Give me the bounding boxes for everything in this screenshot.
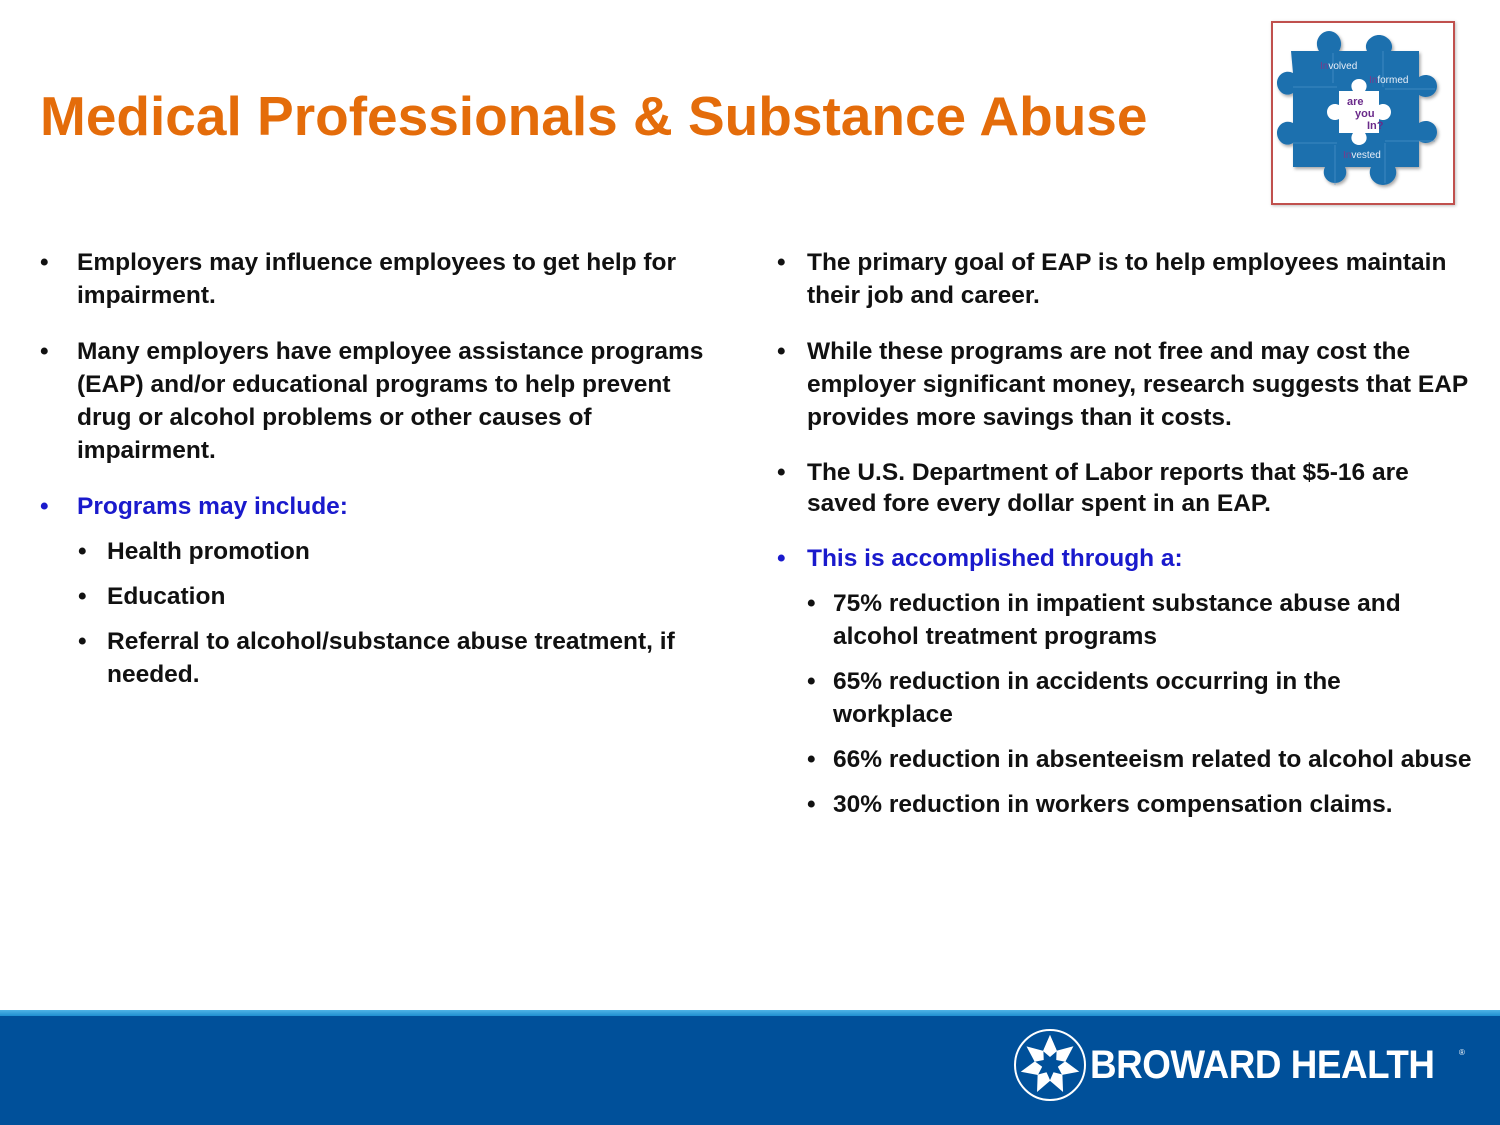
bullet-item: • Employers may influence employees to get help for impairment. bbox=[40, 246, 730, 312]
bullet-icon: • bbox=[777, 459, 786, 486]
bullet-icon: • bbox=[807, 668, 816, 695]
svg-text:Invested: Invested bbox=[1343, 150, 1381, 161]
brand-name: BROWARD HEALTH bbox=[1090, 1042, 1435, 1087]
bullet-icon: • bbox=[777, 338, 786, 365]
bullet-icon: • bbox=[78, 538, 87, 565]
bullet-icon: • bbox=[777, 545, 786, 572]
bullet-icon: • bbox=[40, 249, 49, 276]
sub-bullet-item: • Referral to alcohol/substance abuse treatment, if needed. bbox=[40, 625, 730, 691]
svg-text:Informed: Informed bbox=[1369, 75, 1409, 86]
bullet-item-heading: • This is accomplished through a: bbox=[777, 542, 1477, 575]
right-column bbox=[777, 246, 1477, 821]
sub-bullet-item: • 75% reduction in impatient substance abuse and alcohol treatment programs bbox=[777, 587, 1477, 653]
are-you-in-logo bbox=[1271, 21, 1455, 205]
bullet-item: • The U.S. Department of Labor reports that $5-16 are saved fore every dollar spent in an EAP. bbox=[777, 459, 1409, 517]
bullet-icon: • bbox=[807, 791, 816, 818]
puzzle-icon bbox=[1273, 23, 1453, 203]
bullet-icon: • bbox=[78, 628, 87, 655]
svg-text:In?: In? bbox=[1367, 120, 1384, 132]
left-column bbox=[40, 246, 730, 691]
svg-text:Involved: Involved bbox=[1320, 61, 1358, 72]
bullet-icon: • bbox=[777, 249, 786, 276]
sub-bullet-item: • 30% reduction in workers compensation claims. bbox=[777, 788, 1477, 821]
sub-bullet-item: • 65% reduction in accidents occurring in the workplace bbox=[777, 665, 1477, 731]
bullet-icon: • bbox=[40, 493, 49, 520]
bullet-icon: • bbox=[807, 590, 816, 617]
bullet-item: • The primary goal of EAP is to help employees maintain their job and career. bbox=[777, 246, 1477, 312]
sub-bullet-item: • Health promotion bbox=[40, 535, 730, 568]
bullet-icon: • bbox=[78, 583, 87, 610]
bullet-item-heading: • Programs may include: bbox=[40, 490, 730, 523]
sub-bullet-item: • Education bbox=[40, 580, 730, 613]
slide-title: Medical Professionals & Substance Abuse bbox=[40, 85, 1148, 147]
broward-health-logo bbox=[1012, 1027, 1464, 1103]
sub-bullet-item: • 66% reduction in absenteeism related to alcohol abuse bbox=[777, 743, 1477, 776]
bullet-icon: • bbox=[40, 338, 49, 365]
bullet-item: • Many employers have employee assistance programs (EAP) and/or educational programs to help prevent drug or alcohol problems or other causes of impairment. bbox=[40, 335, 730, 467]
svg-text:you: you bbox=[1355, 108, 1375, 120]
star-burst-circle-icon bbox=[1012, 1027, 1088, 1103]
svg-text:are: are bbox=[1347, 96, 1364, 108]
bullet-item: • While these programs are not free and may cost the employer significant money, research suggests that EAP provides more savings than it costs. bbox=[777, 335, 1477, 434]
bullet-icon: • bbox=[807, 746, 816, 773]
trademark-mark: ® bbox=[1459, 1048, 1465, 1057]
